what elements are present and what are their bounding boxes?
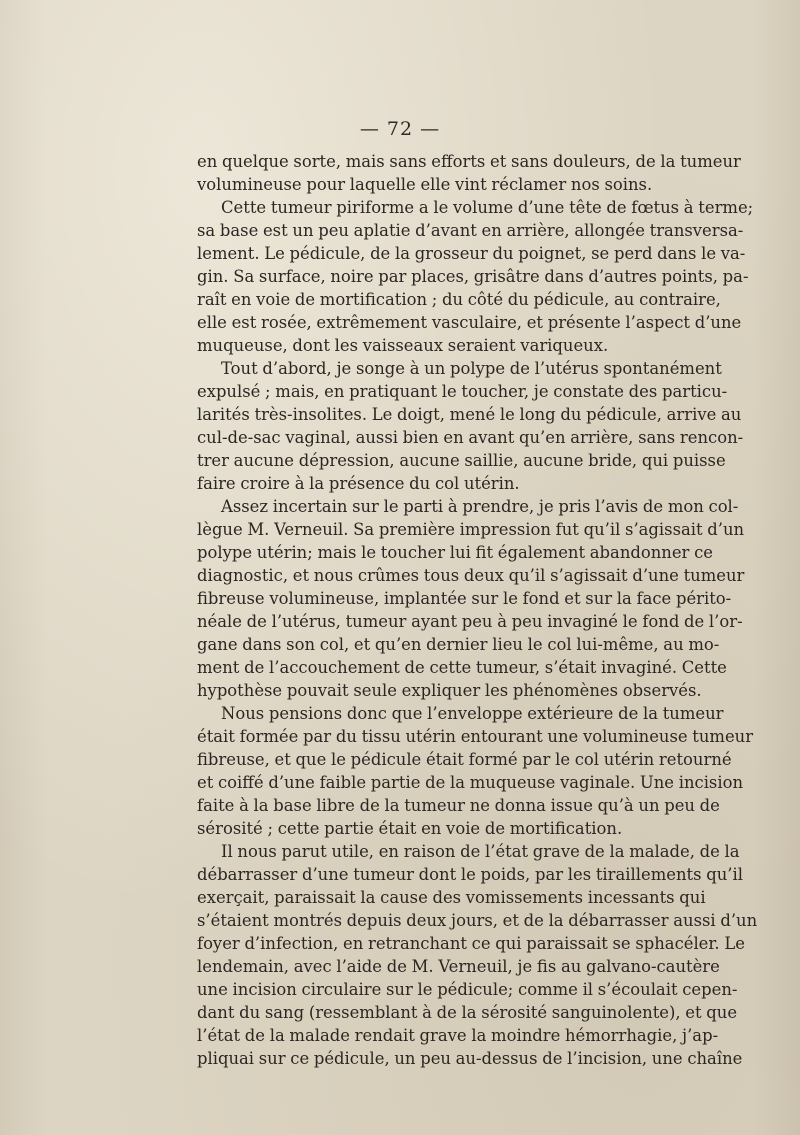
text-line: fibreuse, et que le pédicule était formé par le col utérin retourné xyxy=(197,750,732,769)
text-line: larités très-insolites. Le doigt, mené le long du pédicule, arrive au xyxy=(197,405,742,424)
text-line: néale de l’utérus, tumeur ayant peu à peu invaginé le fond de l’or- xyxy=(197,612,743,631)
text-line: dant du sang (ressemblant à de la sérosité sanguinolente), et que xyxy=(197,1003,738,1022)
text-line: sa base est un peu aplatie d’avant en arrière, allongée transversa- xyxy=(197,221,744,240)
text-line: l’état de la malade rendait grave la moindre hémorrhagie, j’ap- xyxy=(197,1026,719,1045)
text-line: diagnostic, et nous crûmes tous deux qu’il s’agissait d’une tumeur xyxy=(197,566,745,585)
text-line: lègue M. Verneuil. Sa première impression fut qu’il s’agissait d’un xyxy=(197,520,745,539)
text-line: Assez incertain sur le parti à prendre, je pris l’avis de mon col- xyxy=(221,497,739,516)
text-line: cul-de-sac vaginal, aussi bien en avant qu’en arrière, sans rencon- xyxy=(197,428,744,447)
text-line: volumineuse pour laquelle elle vint réclamer nos soins. xyxy=(197,175,653,194)
text-line: foyer d’infection, en retranchant ce qui paraissait se sphacéler. Le xyxy=(197,934,745,953)
text-line: Cette tumeur piriforme a le volume d’une tête de fœtus à terme; xyxy=(221,198,754,217)
text-line: elle est rosée, extrêmement vasculaire, et présente l’aspect d’une xyxy=(197,313,742,332)
text-line: gin. Sa surface, noire par places, grisâtre dans d’autres points, pa- xyxy=(197,267,749,286)
text-line: était formée par du tissu utérin entourant une volumineuse tumeur xyxy=(197,727,754,746)
text-line: ment de l’accouchement de cette tumeur, s’était invaginé. Cette xyxy=(197,658,727,677)
text-line: expulsé ; mais, en pratiquant le toucher, je constate des particu- xyxy=(197,382,728,401)
text-line: gane dans son col, et qu’en dernier lieu le col lui-même, au mo- xyxy=(197,635,720,654)
text-line: et coiffé d’une faible partie de la muqueuse vaginale. Une incision xyxy=(197,773,744,792)
text-line: faite à la base libre de la tumeur ne donna issue qu’à un peu de xyxy=(197,796,720,815)
text-line: s’étaient montrés depuis deux jours, et de la débarrasser aussi d’un xyxy=(197,911,758,930)
text-line: raît en voie de mortification ; du côté du pédicule, au contraire, xyxy=(197,290,721,309)
text-line: Tout d’abord, je songe à un polype de l’utérus spontanément xyxy=(221,359,722,378)
text-line: Nous pensions donc que l’enveloppe extérieure de la tumeur xyxy=(221,704,724,723)
text-line: hypothèse pouvait seule expliquer les phénomènes observés. xyxy=(197,681,702,700)
page-body-text xyxy=(197,150,758,1070)
text-line: en quelque sorte, mais sans efforts et sans douleurs, de la tumeur xyxy=(197,152,741,171)
text-line: Il nous parut utile, en raison de l’état grave de la malade, de la xyxy=(221,842,740,861)
text-line: lendemain, avec l’aide de M. Verneuil, je fis au galvano-cautère xyxy=(197,957,720,976)
text-line: lement. Le pédicule, de la grosseur du poignet, se perd dans le va- xyxy=(197,244,746,263)
text-line: sérosité ; cette partie était en voie de mortification. xyxy=(197,819,623,838)
text-line: exerçait, paraissait la cause des vomissements incessants qui xyxy=(197,888,706,907)
text-line: débarrasser d’une tumeur dont le poids, par les tiraillements qu’il xyxy=(197,865,743,884)
text-line: trer aucune dépression, aucune saillie, aucune bride, qui puisse xyxy=(197,451,726,470)
text-line: une incision circulaire sur le pédicule; comme il s’écoulait cepen- xyxy=(197,980,738,999)
text-line: faire croire à la présence du col utérin. xyxy=(197,474,520,493)
text-line: muqueuse, dont les vaisseaux seraient variqueux. xyxy=(197,336,609,355)
text-line: polype utérin; mais le toucher lui fit également abandonner ce xyxy=(197,543,713,562)
text-line: fibreuse volumineuse, implantée sur le fond et sur la face périto- xyxy=(197,589,732,608)
page-number: — 72 — xyxy=(359,118,441,140)
text-line: pliquai sur ce pédicule, un peu au-dessus de l’incision, une chaîne xyxy=(197,1049,743,1068)
